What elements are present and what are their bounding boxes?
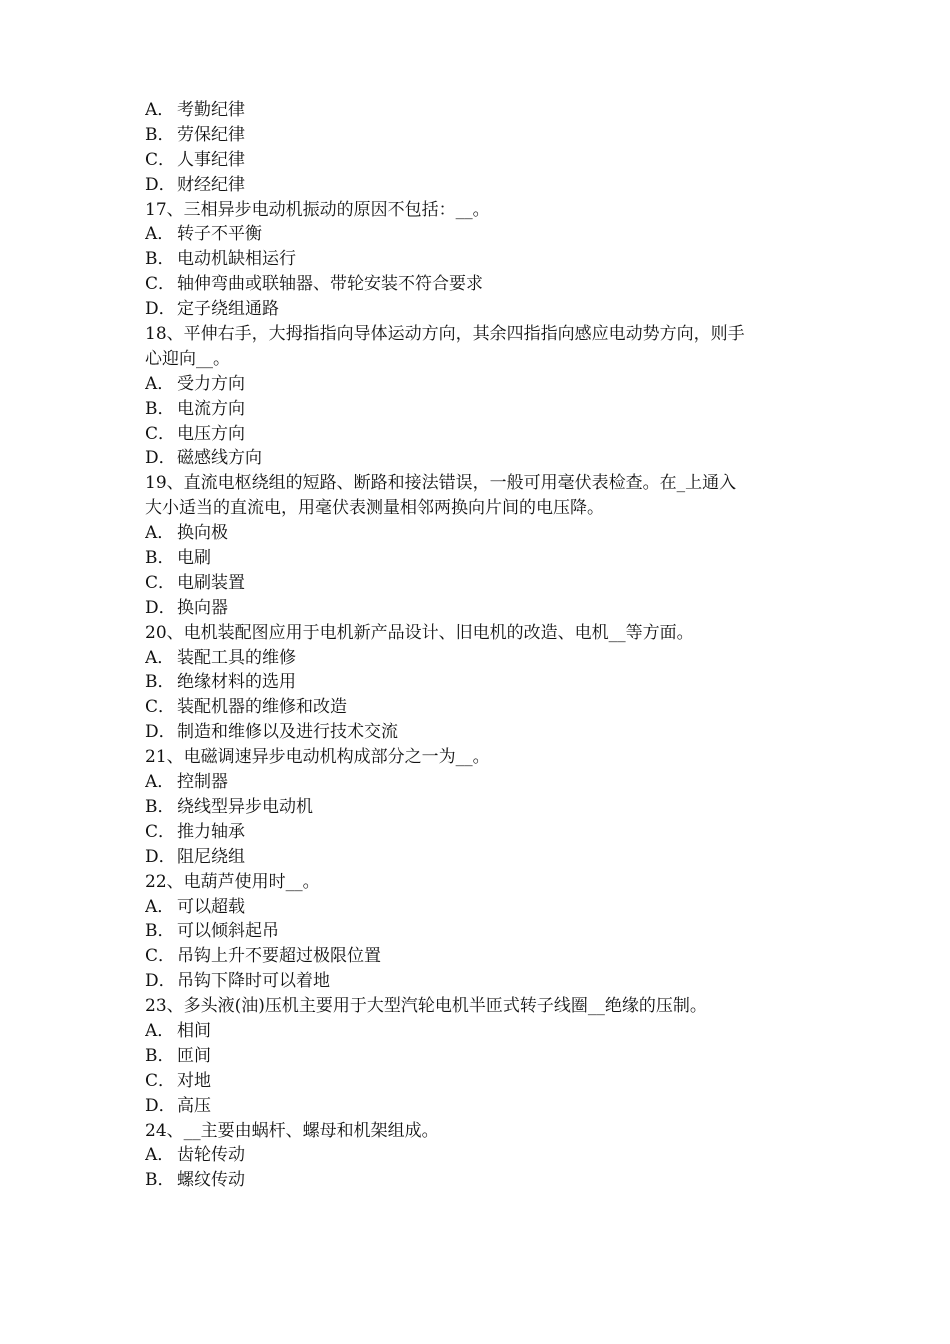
answer-option: [145, 272, 825, 297]
option-text: 绝缘材料的选用: [177, 672, 296, 693]
option-letter: A．: [145, 647, 175, 668]
answer-option: [145, 1019, 825, 1044]
option-letter: B．: [145, 249, 175, 270]
answer-option: [145, 123, 825, 148]
option-text: 可以倾斜起吊: [177, 921, 279, 942]
answer-option: [145, 1168, 825, 1193]
question-text: 22、电葫芦使用时__。: [145, 871, 320, 892]
option-text: 装配机器的维修和改造: [177, 697, 347, 718]
option-letter: D．: [145, 448, 176, 469]
answer-option: [145, 895, 825, 920]
option-text: 推力轴承: [177, 821, 245, 842]
question-text: 24、__主要由蜗杆、螺母和机架组成。: [145, 1120, 439, 1141]
option-letter: C．: [145, 149, 176, 170]
option-letter: B．: [145, 921, 175, 942]
option-letter: C．: [145, 423, 176, 444]
option-text: 对地: [177, 1070, 211, 1091]
option-text: 相间: [177, 1020, 211, 1041]
option-text: 装配工具的维修: [177, 647, 296, 668]
option-text: 高压: [177, 1095, 211, 1116]
question-text: 17、三相异步电动机振动的原因不包括：__。: [145, 199, 490, 220]
answer-option: [145, 720, 825, 745]
option-letter: A．: [145, 100, 175, 120]
document-page: [145, 98, 825, 1193]
answer-option: [145, 770, 825, 795]
question-text: 19、直流电枢绕组的短路、断路和接法错误，一般可用毫伏表检查。在_上通入: [145, 473, 737, 494]
answer-option: [145, 919, 825, 944]
option-letter: A．: [145, 373, 175, 394]
answer-option: [145, 969, 825, 994]
answer-option: [145, 695, 825, 720]
option-letter: A．: [145, 772, 175, 793]
answer-option: [145, 98, 825, 123]
option-text: 转子不平衡: [177, 224, 262, 245]
option-letter: B．: [145, 796, 175, 817]
option-text: 电刷装置: [177, 572, 245, 593]
option-text: 吊钩下降时可以着地: [177, 971, 330, 992]
answer-option: [145, 521, 825, 546]
option-text: 匝间: [177, 1045, 211, 1066]
option-letter: D．: [145, 722, 176, 743]
question-text: 23、多头液(油)压机主要用于大型汽轮电机半匝式转子线圈__绝缘的压制。: [145, 996, 707, 1017]
option-text: 电流方向: [177, 398, 245, 419]
option-letter: D．: [145, 846, 176, 867]
option-letter: A．: [145, 224, 175, 245]
option-text: 绕线型异步电动机: [177, 796, 313, 817]
answer-option: [145, 422, 825, 447]
answer-option: [145, 820, 825, 845]
answer-option: [145, 845, 825, 870]
answer-option: [145, 571, 825, 596]
option-letter: C．: [145, 946, 176, 967]
answer-option: [145, 670, 825, 695]
option-letter: B．: [145, 548, 175, 569]
answer-option: [145, 173, 825, 198]
answer-option: [145, 247, 825, 272]
option-text: 电动机缺相运行: [177, 249, 296, 270]
answer-option: [145, 297, 825, 322]
option-letter: A．: [145, 1020, 175, 1041]
option-text: 制造和维修以及进行技术交流: [177, 722, 398, 743]
answer-option: [145, 372, 825, 397]
answer-option: [145, 446, 825, 471]
answer-option: [145, 148, 825, 173]
option-text: 换向极: [177, 523, 228, 544]
option-text: 控制器: [177, 772, 228, 793]
answer-option: [145, 1094, 825, 1119]
option-letter: D．: [145, 299, 176, 320]
answer-option: [145, 222, 825, 247]
answer-option: [145, 795, 825, 820]
option-letter: C．: [145, 572, 176, 593]
answer-option: [145, 397, 825, 422]
option-text: 电刷: [177, 548, 211, 569]
answer-option: [145, 546, 825, 571]
option-letter: B．: [145, 124, 175, 145]
option-text: 换向器: [177, 597, 228, 618]
option-text: 人事纪律: [177, 149, 245, 170]
answer-option: [145, 1143, 825, 1168]
option-text: 财经纪律: [177, 174, 245, 195]
option-text: 定子绕组通路: [177, 299, 279, 320]
option-letter: A．: [145, 896, 175, 917]
option-letter: D．: [145, 174, 176, 195]
question-text: 20、电机装配图应用于电机新产品设计、旧电机的改造、电机__等方面。: [145, 622, 694, 643]
option-text: 阻尼绕组: [177, 846, 245, 867]
answer-option: [145, 646, 825, 671]
option-text: 磁感线方向: [177, 448, 262, 469]
option-text: 可以超载: [177, 896, 245, 917]
option-text: 电压方向: [177, 423, 245, 444]
option-text: 吊钩上升不要超过极限位置: [177, 946, 381, 967]
option-letter: C．: [145, 1070, 176, 1091]
option-text: 齿轮传动: [177, 1145, 245, 1166]
option-text: 轴伸弯曲或联轴器、带轮安装不符合要求: [177, 274, 483, 295]
option-text: 考勤纪律: [177, 100, 245, 120]
option-letter: B．: [145, 1045, 175, 1066]
answer-option: [145, 1069, 825, 1094]
answer-option: [145, 1044, 825, 1069]
option-text: 受力方向: [177, 373, 245, 394]
option-text: 劳保纪律: [177, 124, 245, 145]
option-letter: A．: [145, 1145, 175, 1166]
question-text: 21、电磁调速异步电动机构成部分之一为__。: [145, 747, 490, 768]
answer-option: [145, 596, 825, 621]
option-letter: D．: [145, 1095, 176, 1116]
question-text: 18、平伸右手，大拇指指向导体运动方向，其余四指指向感应电动势方向，则手: [145, 324, 745, 345]
option-letter: A．: [145, 523, 175, 544]
option-letter: C．: [145, 697, 176, 718]
option-text: 螺纹传动: [177, 1170, 245, 1191]
option-letter: B．: [145, 1170, 175, 1191]
option-letter: B．: [145, 672, 175, 693]
option-letter: D．: [145, 597, 176, 618]
option-letter: C．: [145, 821, 176, 842]
option-letter: B．: [145, 398, 175, 419]
option-letter: D．: [145, 971, 176, 992]
option-letter: C．: [145, 274, 176, 295]
answer-option: [145, 944, 825, 969]
question-text: 心迎向__。: [145, 348, 230, 369]
question-text: 大小适当的直流电，用毫伏表测量相邻两换向片间的电压降。: [145, 498, 604, 519]
